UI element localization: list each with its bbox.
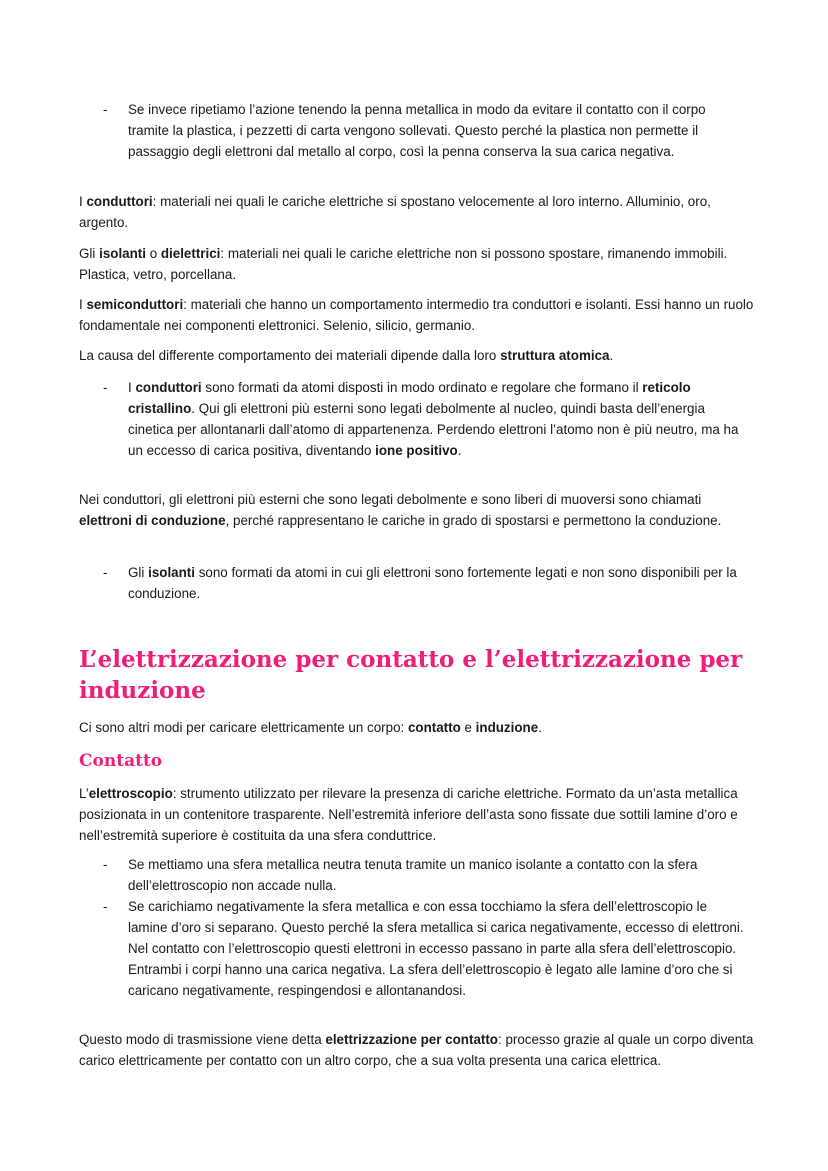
bullet-dash: - xyxy=(103,380,108,395)
paragraph-conclusione: Questo modo di trasmissione viene detta elettrizzazione per contatto: processo grazie al quale un corpo diventa carico elettricamente per contatto con un altro corpo, che a sua volta presenta una carica elettrica. xyxy=(79,1032,754,1068)
list-item: Se mettiamo una sfera metallica neutra tenuta tramite un manico isolante a contatto con la sfera dell’elettroscopio non accade nulla. xyxy=(128,857,698,893)
paragraph-semiconduttori: I semiconduttori: materiali che hanno un comportamento intermedio tra conduttori e isolanti. Essi hanno un ruolo fondamentale nei componenti elettronici. Selenio, silicio, germanio. xyxy=(79,297,754,333)
paragraph-isolanti: Gli isolanti o dielettrici: materiali nei quali le cariche elettriche non si possono spostare, rimanendo immobili. Plastica, vetro, porcellana. xyxy=(79,246,728,282)
bullet-dash: - xyxy=(103,102,108,117)
paragraph-intro: Ci sono altri modi per caricare elettricamente un corpo: contatto e induzione. xyxy=(79,720,542,735)
bullet-dash: - xyxy=(103,899,108,914)
section-heading: L’elettrizzazione per contatto e l’elettrizzazione per induzione xyxy=(79,646,743,704)
bullet-dash: - xyxy=(103,857,108,872)
paragraph-elettroscopio: L’elettroscopio: strumento utilizzato per rilevare la presenza di cariche elettriche. Formato da un’asta metallica posizionata in un contenitore trasparente. Nell’estremità inferiore dell’asta sono fissate due sottili lamine d’oro e nell’estremità superiore è costituita da una sfera conduttrice. xyxy=(79,786,738,843)
list-item: Se carichiamo negativamente la sfera metallica e con essa tocchiamo la sfera dell’elettroscopio le lamine d’oro si separano. Questo perché la sfera metallica si carica negativamente, eccesso di elettroni. Nel contatto con l’elettroscopio questi elettroni in eccesso passano in parte alla sfera dell’elettroscopio. Entrambi i corpi hanno una carica negativa. La sfera dell’elettroscopio è legato alle lamine d’oro che si caricano negativamente, respingendosi e allontanandosi. xyxy=(128,899,744,998)
paragraph-causa: La causa del differente comportamento dei materiali dipende dalla loro struttura atomica. xyxy=(79,348,614,363)
subsection-heading: Contatto xyxy=(79,751,163,771)
paragraph-elettroni-conduzione: Nei conduttori, gli elettroni più esterni che sono legati debolmente e sono liberi di muoversi sono chiamati elettroni di conduzione, perché rappresentano le cariche in grado di spostarsi e permettono la conduzione. xyxy=(79,492,722,528)
list-item: I conduttori sono formati da atomi disposti in modo ordinato e regolare che formano il reticolo cristallino. Qui gli elettroni più esterni sono legati debolmente al nucleo, quindi basta dell’energia cinetica per allontanarli dall’atomo di appartenenza. Perdendo elettroni l’atomo non è più neutro, ma ha un eccesso di carica positiva, diventando ione positivo. xyxy=(128,380,739,458)
list-item: Se invece ripetiamo l’azione tenendo la penna metallica in modo da evitare il contatto con il corpo tramite la plastica, i pezzetti di carta vengono sollevati. Questo perché la plastica non permette il passaggio degli elettroni dal metallo al corpo, così la penna conserva la sua carica negativa. xyxy=(128,102,706,159)
bullet-dash: - xyxy=(103,565,108,580)
list-item: Gli isolanti sono formati da atomi in cui gli elettroni sono fortemente legati e non sono disponibili per la conduzione. xyxy=(128,565,737,601)
paragraph-conduttori: I conduttori: materiali nei quali le cariche elettriche si spostano velocemente al loro interno. Alluminio, oro, argento. xyxy=(79,194,711,230)
